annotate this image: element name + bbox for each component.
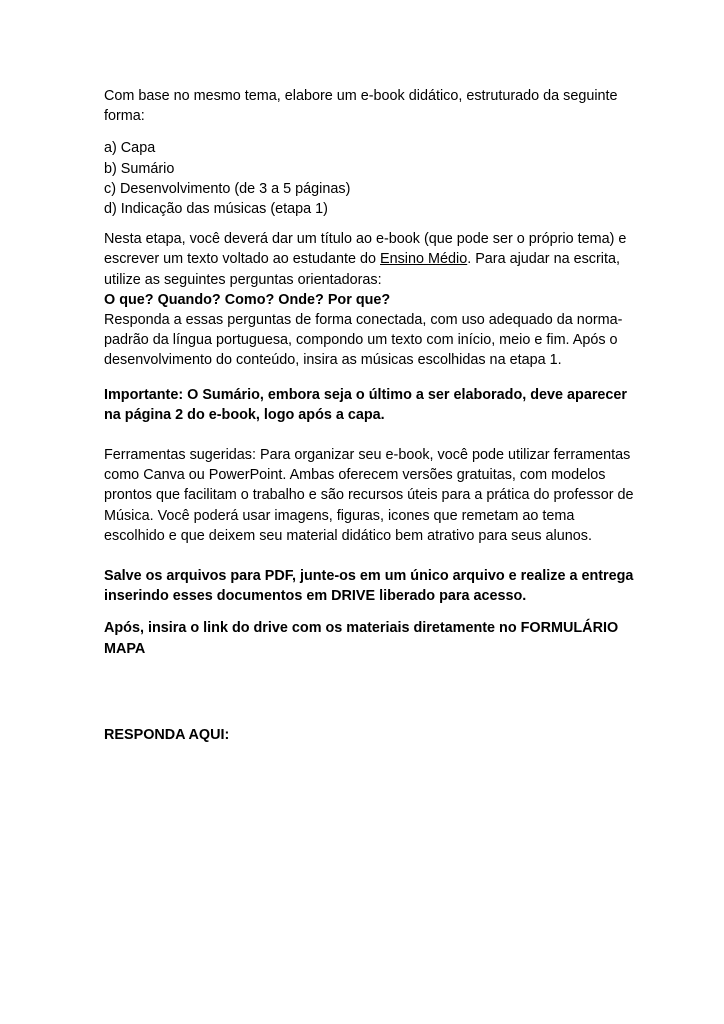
ensino-medio-link[interactable]: Ensino Médio xyxy=(380,251,468,268)
stage-text-before-link: Nesta etapa, você deverá dar um título ao e-book (que pode ser o próprio tema) e escrever um texto voltado ao estudante do xyxy=(104,231,627,268)
stage-instructions-paragraph xyxy=(104,229,634,290)
stage-text-after-link: . Para ajudar na escrita, utilize as seguintes perguntas orientadoras: xyxy=(104,251,620,288)
answer-heading: RESPONDA AQUI: xyxy=(104,726,230,743)
list-item-summary: b) Sumário xyxy=(104,160,175,177)
ebook-structure-list xyxy=(104,138,634,219)
form-submission-instructions: Após, insira o link do drive com os materiais diretamente no FORMULÁRIO MAPA xyxy=(104,620,619,657)
list-item-cover: a) Capa xyxy=(104,140,156,157)
important-note: Importante: O Sumário, embora seja o último a ser elaborado, deve aparecer na página 2 do e-book, logo após a capa. xyxy=(104,386,628,423)
document-content xyxy=(104,86,634,745)
list-item-development: c) Desenvolvimento (de 3 a 5 páginas) xyxy=(104,180,351,197)
save-instructions: Salve os arquivos para PDF, junte-os em um único arquivo e realize a entrega inserindo esses documentos em DRIVE liberado para acesso. xyxy=(104,568,634,605)
guiding-questions: O que? Quando? Como? Onde? Por que? xyxy=(104,291,391,308)
list-item-music-indication: d) Indicação das músicas (etapa 1) xyxy=(104,201,328,218)
answer-instruction-paragraph: Responda a essas perguntas de forma conectada, com uso adequado da norma-padrão da língua portuguesa, compondo um texto com início, meio e fim. Após o desenvolvimento do conteúdo, insira as músicas escolhidas na etapa 1. xyxy=(104,312,623,369)
intro-paragraph: Com base no mesmo tema, elabore um e-book didático, estruturado da seguinte forma: xyxy=(104,88,618,125)
suggested-tools-paragraph: Ferramentas sugeridas: Para organizar seu e-book, você pode utilizar ferramentas como Canva ou PowerPoint. Ambas oferecem versões gratuitas, com modelos prontos que facilitam o trabalho e são recursos úteis para a prática do professor de Música. Você poderá usar imagens, figuras, icones que remetam ao tema escolhido e que deixem seu material didático bem atrativo para seus alunos. xyxy=(104,447,634,544)
